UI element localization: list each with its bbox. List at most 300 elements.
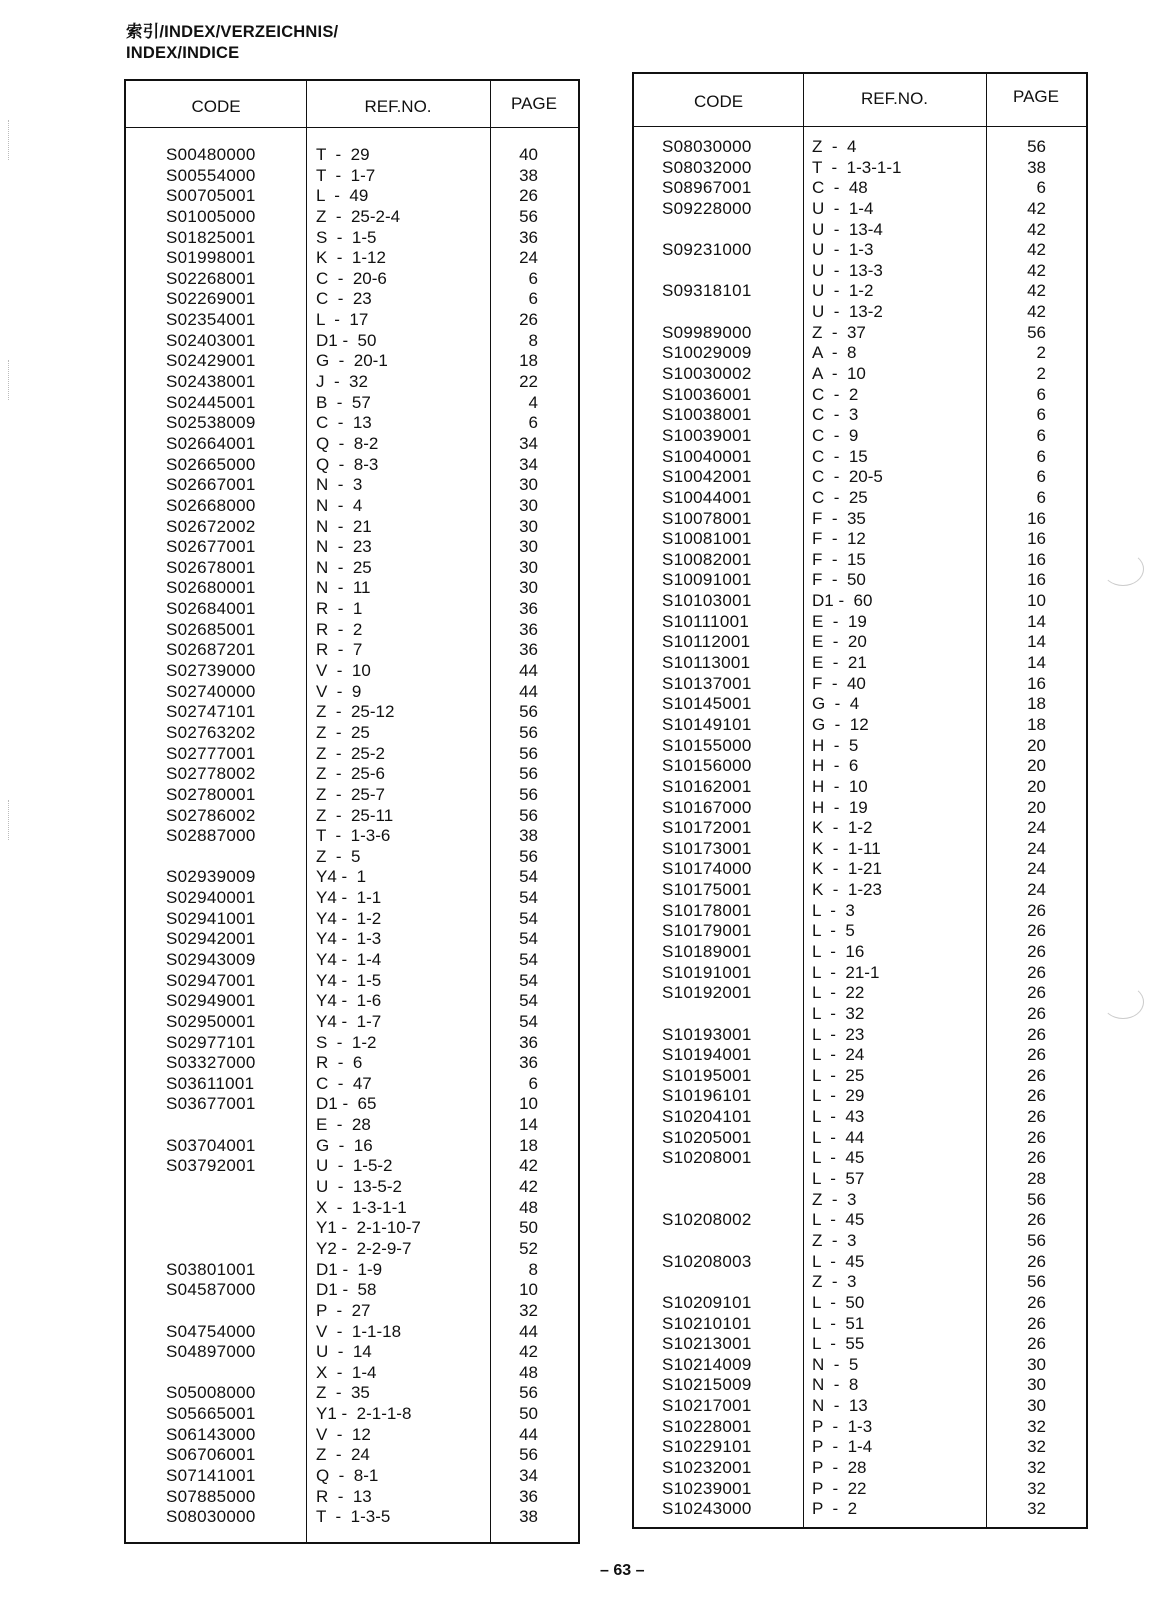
- code-cell: S10030002: [662, 364, 752, 384]
- page-cell: 18: [519, 351, 538, 371]
- ref-no-cell: Y1 - 2-1-10-7: [316, 1218, 421, 1238]
- page-cell: 2: [1036, 364, 1046, 384]
- table-row: [634, 1437, 1086, 1458]
- ref-no-cell: U - 13-3: [812, 260, 883, 280]
- ref-no-cell: U - 1-3: [812, 240, 874, 260]
- page-cell: 14: [1027, 653, 1046, 673]
- ref-no-cell: Z - 25-12: [316, 702, 395, 722]
- ref-no-cell: R - 1: [316, 599, 363, 619]
- page-cell: 16: [1027, 673, 1046, 693]
- page-cell: 30: [519, 475, 538, 495]
- page-cell: 18: [1027, 714, 1046, 734]
- ref-no-cell: V - 10: [316, 661, 371, 681]
- code-cell: S02941001: [166, 908, 256, 928]
- page-cell: 20: [1027, 776, 1046, 796]
- page-cell: 30: [519, 495, 538, 515]
- ref-no-cell: Z - 25-2-4: [316, 206, 401, 226]
- table-row: [634, 715, 1086, 736]
- ref-no-cell: Y4 - 1-5: [316, 970, 382, 990]
- page-cell: 16: [1027, 570, 1046, 590]
- table-row: [126, 331, 578, 352]
- table-row: [634, 261, 1086, 282]
- ref-no-cell: N - 13: [812, 1396, 868, 1416]
- table-row: [634, 1334, 1086, 1355]
- page-cell: 26: [1027, 983, 1046, 1003]
- ref-no-cell: T - 1-3-5: [316, 1507, 391, 1527]
- table-row: [634, 488, 1086, 509]
- page-cell: 26: [519, 310, 538, 330]
- page-cell: 40: [519, 145, 538, 164]
- code-cell: S10174000: [662, 859, 752, 879]
- page-cell: 6: [1036, 425, 1046, 445]
- table-row: [126, 764, 578, 785]
- index-table-left: [124, 79, 580, 1544]
- ref-no-cell: L - 45: [812, 1210, 865, 1230]
- code-cell: S02687201: [166, 640, 256, 660]
- table-row: [634, 1314, 1086, 1335]
- scan-edge-mark: [8, 360, 9, 400]
- table-row: [126, 640, 578, 661]
- page-cell: 30: [519, 557, 538, 577]
- page-cell: 32: [1027, 1458, 1046, 1477]
- ref-no-cell: U - 13-5-2: [316, 1177, 402, 1197]
- ref-no-cell: N - 21: [316, 516, 372, 536]
- ref-no-cell: C - 9: [812, 425, 859, 445]
- page-cell: 36: [519, 1053, 538, 1073]
- ref-no-cell: Z - 25-6: [316, 764, 385, 784]
- page-cell: 6: [1036, 487, 1046, 507]
- page-cell: 56: [1027, 1230, 1046, 1250]
- ref-no-cell: C - 47: [316, 1073, 372, 1093]
- page-cell: 24: [1027, 838, 1046, 858]
- table-row: [634, 323, 1086, 344]
- page-cell: 52: [519, 1238, 538, 1258]
- header-ref-no: REF.NO.: [364, 97, 432, 116]
- table-row: [126, 1260, 578, 1281]
- ref-no-cell: L - 17: [316, 310, 369, 330]
- table-row: [634, 1479, 1086, 1500]
- code-cell: S02677001: [166, 537, 256, 557]
- ref-no-cell: L - 45: [812, 1148, 865, 1168]
- ref-no-cell: P - 2: [812, 1499, 858, 1519]
- page-cell: 54: [519, 970, 538, 990]
- ref-no-cell: L - 51: [812, 1313, 865, 1333]
- code-cell: S02665000: [166, 454, 256, 474]
- page-cell: 32: [1027, 1478, 1046, 1498]
- table-row: [126, 393, 578, 414]
- page-cell: 42: [1027, 260, 1046, 280]
- ref-no-cell: L - 57: [812, 1169, 865, 1189]
- ref-no-cell: B - 57: [316, 392, 371, 412]
- page-cell: 10: [519, 1280, 538, 1300]
- page-cell: 48: [519, 1197, 538, 1217]
- page-cell: 38: [1027, 157, 1046, 177]
- ref-no-cell: R - 2: [316, 619, 363, 639]
- ref-no-cell: X - 1-4: [316, 1362, 377, 1382]
- page-cell: 54: [519, 949, 538, 969]
- code-cell: S02739000: [166, 661, 256, 681]
- page-cell: 4: [528, 392, 538, 412]
- page-cell: 16: [1027, 549, 1046, 569]
- code-cell: S00705001: [166, 186, 256, 206]
- ref-no-cell: F - 12: [812, 529, 866, 549]
- table-row: [634, 1128, 1086, 1149]
- table-row: [634, 550, 1086, 571]
- code-cell: S10039001: [662, 425, 752, 445]
- table-row: [126, 929, 578, 950]
- code-cell: S01998001: [166, 248, 256, 268]
- table-row: [126, 1507, 578, 1528]
- page-cell: 34: [519, 1466, 538, 1485]
- page-cell: 42: [1027, 240, 1046, 260]
- page-cell: 42: [519, 1177, 538, 1197]
- page-cell: 10: [519, 1094, 538, 1114]
- ref-no-cell: Y4 - 1-6: [316, 991, 382, 1011]
- ref-no-cell: G - 12: [812, 714, 869, 734]
- table-row: [126, 847, 578, 868]
- table-row: [126, 785, 578, 806]
- table-row: [634, 467, 1086, 488]
- table-row: [634, 859, 1086, 880]
- table-row: [126, 289, 578, 310]
- ref-no-cell: N - 11: [316, 578, 371, 598]
- index-rows-right: [634, 137, 1086, 1520]
- ref-no-cell: E - 28: [316, 1115, 371, 1135]
- ref-no-cell: Z - 25-2: [316, 743, 385, 763]
- table-row: [634, 1231, 1086, 1252]
- code-cell: S10208001: [662, 1148, 752, 1168]
- table-row: [634, 1396, 1086, 1417]
- code-cell: S03704001: [166, 1135, 256, 1155]
- table-row: [634, 220, 1086, 241]
- code-cell: S02685001: [166, 619, 256, 639]
- table-row: [634, 674, 1086, 695]
- code-cell: S02684001: [166, 599, 256, 619]
- ref-no-cell: U - 1-4: [812, 198, 874, 218]
- table-row: [126, 1322, 578, 1343]
- code-cell: S10173001: [662, 838, 752, 858]
- page-cell: 14: [1027, 611, 1046, 631]
- ref-no-cell: Z - 24: [316, 1445, 370, 1465]
- page-cell: 26: [1027, 1086, 1046, 1106]
- ref-no-cell: H - 5: [812, 735, 859, 755]
- ref-no-cell: Z - 4: [812, 137, 857, 156]
- table-row: [634, 1210, 1086, 1231]
- page-cell: 6: [528, 268, 538, 288]
- page-cell: 20: [1027, 797, 1046, 817]
- table-row: [634, 343, 1086, 364]
- page-cell: 26: [1027, 1065, 1046, 1085]
- page-cell: 30: [1027, 1354, 1046, 1374]
- ref-no-cell: C - 2: [812, 384, 859, 404]
- code-cell: S10239001: [662, 1478, 752, 1498]
- ref-no-cell: G - 16: [316, 1135, 373, 1155]
- page-cell: 44: [519, 661, 538, 681]
- page-cell: 36: [519, 227, 538, 247]
- table-row: [126, 1239, 578, 1260]
- table-row: [126, 558, 578, 579]
- ref-no-cell: Y4 - 1-1: [316, 888, 382, 908]
- index-rows-left: [126, 145, 578, 1528]
- table-row: [634, 963, 1086, 984]
- table-row: [634, 880, 1086, 901]
- code-cell: S10209101: [662, 1292, 752, 1312]
- ref-no-cell: V - 12: [316, 1424, 371, 1444]
- ref-no-cell: U - 1-2: [812, 281, 874, 301]
- table-row: [126, 372, 578, 393]
- page-cell: 6: [1036, 384, 1046, 404]
- page-cell: 30: [1027, 1375, 1046, 1395]
- header-ref-no: REF.NO.: [860, 89, 929, 108]
- ref-no-cell: L - 16: [812, 941, 865, 961]
- code-cell: S02949001: [166, 991, 256, 1011]
- ref-no-cell: L - 22: [812, 983, 865, 1003]
- punch-hole-mark: [1102, 552, 1144, 586]
- code-cell: S10082001: [662, 549, 752, 569]
- table-row: [634, 901, 1086, 922]
- ref-no-cell: Z - 25-7: [316, 784, 385, 804]
- code-cell: S02664001: [166, 433, 256, 453]
- table-row: [126, 702, 578, 723]
- page-cell: 30: [519, 516, 538, 536]
- code-cell: S10103001: [662, 591, 752, 611]
- code-cell: S10194001: [662, 1045, 752, 1065]
- code-cell: S08030000: [662, 137, 752, 156]
- code-cell: S10042001: [662, 467, 752, 487]
- ref-no-cell: V - 9: [316, 681, 362, 701]
- ref-no-cell: R - 13: [316, 1486, 372, 1506]
- table-row: [634, 777, 1086, 798]
- page-cell: 44: [519, 1424, 538, 1444]
- page-number: – 63 –: [600, 1562, 645, 1579]
- code-cell: S10192001: [662, 983, 752, 1003]
- code-cell: S10208002: [662, 1210, 752, 1230]
- code-cell: S05665001: [166, 1404, 256, 1424]
- ref-no-cell: L - 23: [812, 1024, 865, 1044]
- page-cell: 38: [519, 1507, 538, 1527]
- table-row: [634, 1025, 1086, 1046]
- table-row: [126, 599, 578, 620]
- page-cell: 26: [1027, 921, 1046, 941]
- code-cell: S10191001: [662, 962, 752, 982]
- index-table-right: [632, 72, 1088, 1529]
- code-cell: S10162001: [662, 776, 752, 796]
- table-row: [126, 991, 578, 1012]
- ref-no-cell: C - 13: [316, 413, 372, 433]
- table-row: [634, 1252, 1086, 1273]
- ref-no-cell: K - 1-12: [316, 248, 386, 268]
- code-cell: S10189001: [662, 941, 752, 961]
- table-row: [126, 971, 578, 992]
- code-cell: S10038001: [662, 405, 752, 425]
- table-row: [126, 1012, 578, 1033]
- ref-no-cell: Z - 25: [316, 722, 370, 742]
- ref-no-cell: Y4 - 1-3: [316, 929, 382, 949]
- code-cell: S10149101: [662, 714, 752, 734]
- code-cell: S06706001: [166, 1445, 256, 1465]
- page-cell: 26: [1027, 1107, 1046, 1127]
- table-row: [126, 351, 578, 372]
- code-cell: S02680001: [166, 578, 256, 598]
- code-cell: S10232001: [662, 1458, 752, 1477]
- code-cell: S02438001: [166, 372, 256, 392]
- page-cell: 50: [519, 1218, 538, 1238]
- page-cell: 34: [519, 433, 538, 453]
- ref-no-cell: Y2 - 2-2-9-7: [316, 1238, 412, 1258]
- ref-no-cell: Y4 - 1-7: [316, 1011, 382, 1031]
- page-cell: 32: [519, 1300, 538, 1320]
- table-row: [126, 434, 578, 455]
- table-row: [634, 1458, 1086, 1479]
- page-cell: 56: [1027, 322, 1046, 342]
- table-row: [126, 475, 578, 496]
- code-cell: S04897000: [166, 1342, 256, 1362]
- page-cell: 56: [519, 743, 538, 763]
- page-cell: 42: [519, 1156, 538, 1176]
- table-row: [634, 1272, 1086, 1293]
- code-cell: S02403001: [166, 330, 256, 350]
- ref-no-cell: G - 4: [812, 694, 860, 714]
- table-row: [126, 909, 578, 930]
- code-cell: S02780001: [166, 784, 256, 804]
- page-cell: 36: [519, 640, 538, 660]
- header-code: CODE: [693, 92, 744, 111]
- table-row: [634, 1190, 1086, 1211]
- ref-no-cell: K - 1-23: [812, 880, 882, 900]
- page-cell: 6: [1036, 405, 1046, 425]
- ref-no-cell: T - 1-3-6: [316, 826, 391, 846]
- code-cell: S02268001: [166, 268, 256, 288]
- page-cell: 20: [1027, 735, 1046, 755]
- code-cell: S02887000: [166, 826, 256, 846]
- ref-no-cell: E - 20: [812, 632, 867, 652]
- ref-no-cell: Y4 - 1: [316, 867, 367, 887]
- ref-no-cell: Y1 - 2-1-1-8: [316, 1404, 412, 1424]
- table-row: [634, 1066, 1086, 1087]
- table-row: [634, 1086, 1086, 1107]
- table-row: [634, 1293, 1086, 1314]
- page-cell: 56: [519, 722, 538, 742]
- ref-no-cell: D1 - 60: [812, 591, 873, 611]
- ref-no-cell: F - 35: [812, 508, 866, 528]
- ref-no-cell: T - 29: [316, 145, 370, 164]
- ref-no-cell: Z - 3: [812, 1189, 857, 1209]
- table-row: [126, 682, 578, 703]
- ref-no-cell: L - 29: [812, 1086, 865, 1106]
- ref-no-cell: P - 27: [316, 1300, 371, 1320]
- code-cell: S02943009: [166, 949, 256, 969]
- ref-no-cell: L - 45: [812, 1251, 865, 1271]
- code-cell: S10137001: [662, 673, 752, 693]
- page-cell: 10: [1027, 591, 1046, 611]
- scan-edge-mark: [8, 800, 9, 840]
- ref-no-cell: R - 6: [316, 1053, 363, 1073]
- code-cell: S02939009: [166, 867, 256, 887]
- table-row: [634, 653, 1086, 674]
- code-cell: S02354001: [166, 310, 256, 330]
- page-cell: 30: [519, 578, 538, 598]
- table-row: [634, 818, 1086, 839]
- table-row: [634, 178, 1086, 199]
- page-cell: 36: [519, 599, 538, 619]
- code-cell: S02940001: [166, 888, 256, 908]
- table-row: [634, 199, 1086, 220]
- page-cell: 56: [1027, 1272, 1046, 1292]
- table-row: [126, 888, 578, 909]
- header-page: PAGE: [511, 94, 557, 113]
- table-row: [126, 310, 578, 331]
- ref-no-cell: C - 3: [812, 405, 859, 425]
- code-cell: S08030000: [166, 1507, 256, 1527]
- table-row: [634, 736, 1086, 757]
- table-row: [634, 281, 1086, 302]
- ref-no-cell: L - 49: [316, 186, 369, 206]
- ref-no-cell: Z - 3: [812, 1230, 857, 1250]
- code-cell: S02668000: [166, 495, 256, 515]
- code-cell: S10178001: [662, 900, 752, 920]
- page-cell: 24: [1027, 859, 1046, 879]
- page-cell: 18: [519, 1135, 538, 1155]
- code-cell: S10145001: [662, 694, 752, 714]
- table-row: [634, 756, 1086, 777]
- ref-no-cell: L - 43: [812, 1107, 865, 1127]
- ref-no-cell: Z - 3: [812, 1272, 857, 1292]
- table-row: [634, 570, 1086, 591]
- code-cell: S10091001: [662, 570, 752, 590]
- ref-no-cell: Q - 8-1: [316, 1466, 379, 1485]
- page-cell: 56: [519, 206, 538, 226]
- code-cell: S02778002: [166, 764, 256, 784]
- code-cell: S09989000: [662, 322, 752, 342]
- code-cell: S10156000: [662, 756, 752, 776]
- table-row: [126, 207, 578, 228]
- ref-no-cell: F - 15: [812, 549, 866, 569]
- table-row: [126, 413, 578, 434]
- code-cell: S10044001: [662, 487, 752, 507]
- code-cell: S06143000: [166, 1424, 256, 1444]
- page-cell: 6: [528, 1073, 538, 1093]
- ref-no-cell: L - 50: [812, 1292, 865, 1312]
- page-cell: 42: [1027, 302, 1046, 322]
- code-cell: S03801001: [166, 1259, 256, 1279]
- table-row: [634, 839, 1086, 860]
- table-row: [126, 517, 578, 538]
- ref-no-cell: Z - 35: [316, 1383, 370, 1403]
- code-cell: S07885000: [166, 1486, 256, 1506]
- table-row: [634, 426, 1086, 447]
- ref-no-cell: P - 1-4: [812, 1437, 873, 1457]
- header-code: CODE: [191, 97, 241, 116]
- ref-no-cell: H - 19: [812, 797, 868, 817]
- ref-no-cell: A - 10: [812, 364, 866, 384]
- code-cell: S10111001: [662, 611, 750, 631]
- code-cell: S03327000: [166, 1053, 256, 1073]
- page-cell: 54: [519, 991, 538, 1011]
- page-cell: 16: [1027, 529, 1046, 549]
- page-cell: 26: [1027, 1334, 1046, 1354]
- page-cell: 54: [519, 1011, 538, 1031]
- table-row: [634, 240, 1086, 261]
- page-cell: 26: [1027, 1251, 1046, 1271]
- page-cell: 26: [1027, 1127, 1046, 1147]
- table-row: [634, 1417, 1086, 1438]
- table-row: [126, 744, 578, 765]
- page-cell: 54: [519, 888, 538, 908]
- table-row: [126, 1445, 578, 1466]
- code-cell: S02445001: [166, 392, 256, 412]
- code-cell: S07141001: [166, 1466, 256, 1485]
- code-cell: S02429001: [166, 351, 256, 371]
